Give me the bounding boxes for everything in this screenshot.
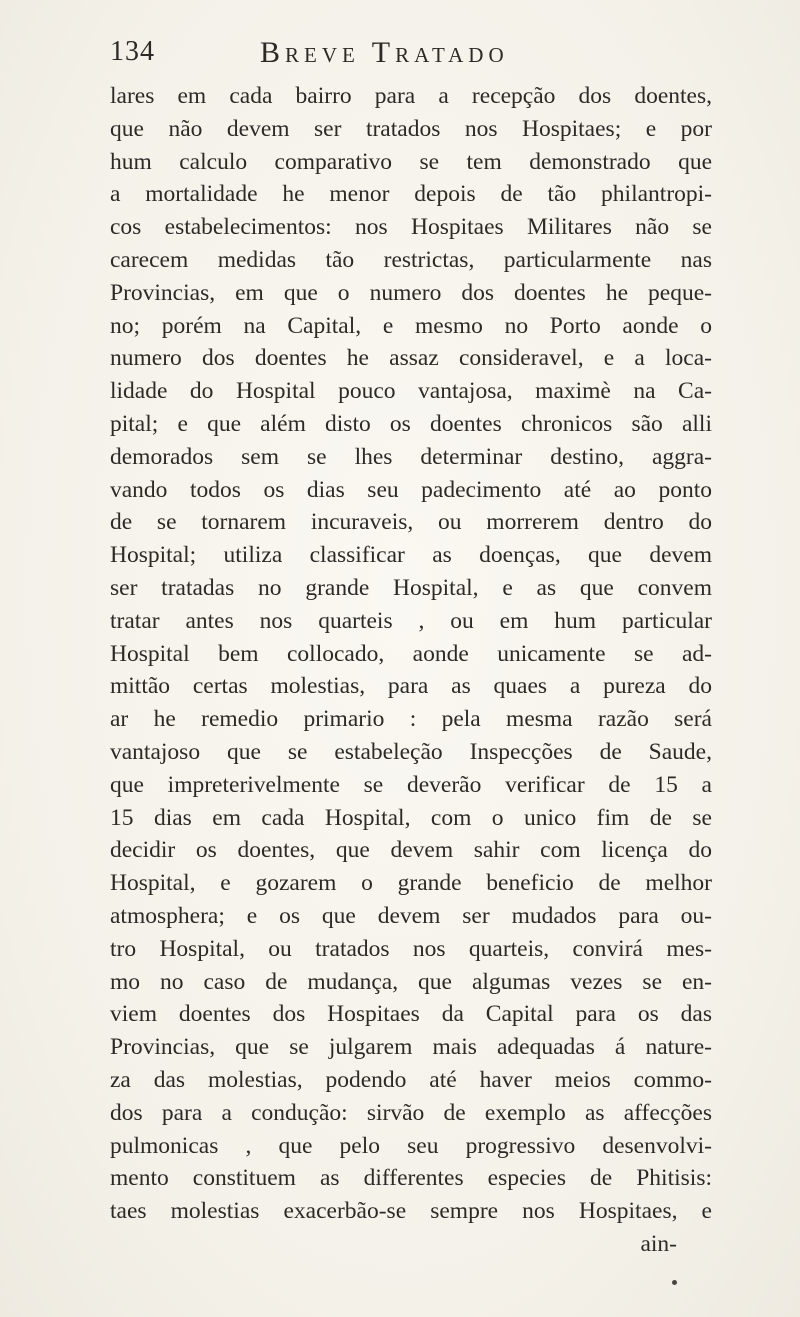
body-text — [110, 80, 712, 1261]
text-line: Provincias, em que o numero dos doentes he peque- — [110, 279, 712, 306]
text-line: tro Hospital, ou tratados nos quarteis, convirá mes- — [110, 935, 712, 962]
text-line: Hospital, e gozarem o grande beneficio de melhor — [110, 870, 712, 897]
text-line: pulmonicas , que pelo seu progressivo desenvolvi- — [110, 1132, 712, 1159]
text-line: za das molestias, podendo até haver meios commo- — [110, 1066, 712, 1093]
text-line: Hospital bem collocado, aonde unicamente se ad- — [110, 640, 712, 667]
text-line: taes molestias exacerbão-se sempre nos Hospitaes, e — [110, 1198, 712, 1225]
text-line: cos estabelecimentos: nos Hospitaes Militares não se — [110, 214, 712, 241]
text-line: numero dos doentes he assaz consideravel, e a loca- — [110, 345, 712, 372]
text-line: atmosphera; e os que devem ser mudados para ou- — [110, 902, 712, 929]
text-line: mo no caso de mudança, que algumas vezes se en- — [110, 968, 712, 995]
text-line: que impreterivelmente se deverão verificar de 15 a — [110, 771, 712, 798]
text-line: de se tornarem incuraveis, ou morrerem dentro do — [110, 509, 712, 536]
text-line: carecem medidas tão restrictas, particularmente nas — [110, 246, 712, 273]
text-line: pital; e que além disto os doentes chronicos são alli — [110, 410, 712, 437]
running-title: Breve Tratado — [260, 36, 509, 69]
text-line: no; porém na Capital, e mesmo no Porto aonde o — [110, 312, 712, 339]
text-line: viem doentes dos Hospitaes da Capital para os das — [110, 1001, 712, 1028]
text-line: a mortalidade he menor depois de tão philantropi- — [110, 181, 712, 208]
text-line: Provincias, que se julgarem mais adequadas á nature- — [110, 1034, 712, 1061]
text-line: lares em cada bairro para a recepção dos doentes, — [110, 83, 712, 109]
text-line: ar he remedio primario : pela mesma razão será — [110, 706, 712, 733]
text-line: decidir os doentes, que devem sahir com licença do — [110, 837, 712, 864]
ink-speck — [672, 1280, 677, 1285]
page-number: 134 — [110, 36, 155, 67]
text-line: Hospital; utiliza classificar as doenças, que devem — [110, 542, 712, 569]
text-line: ser tratadas no grande Hospital, e as que convem — [110, 574, 712, 601]
text-line: tratar antes nos quarteis , ou em hum particular — [110, 607, 712, 634]
page-header — [110, 36, 730, 76]
text-line: vantajoso que se estabeleção Inspecções de Saude, — [110, 738, 712, 765]
text-line: lidade do Hospital pouco vantajosa, maximè na Ca- — [110, 378, 712, 405]
text-line: mittão certas molestias, para as quaes a pureza do — [110, 673, 712, 700]
text-line: 15 dias em cada Hospital, com o unico fim de se — [110, 804, 712, 831]
text-line: que não devem ser tratados nos Hospitaes; e por — [110, 115, 712, 142]
text-line: hum calculo comparativo se tem demonstrado que — [110, 148, 712, 175]
catchword: ain- — [640, 1230, 677, 1257]
text-line: mento constituem as differentes especies de Phitisis: — [110, 1165, 712, 1192]
text-line: dos para a condução: sirvão de exemplo as affecções — [110, 1099, 712, 1126]
text-line: demorados sem se lhes determinar destino, aggra- — [110, 443, 712, 470]
text-line: vando todos os dias seu padecimento até ao ponto — [110, 476, 712, 503]
